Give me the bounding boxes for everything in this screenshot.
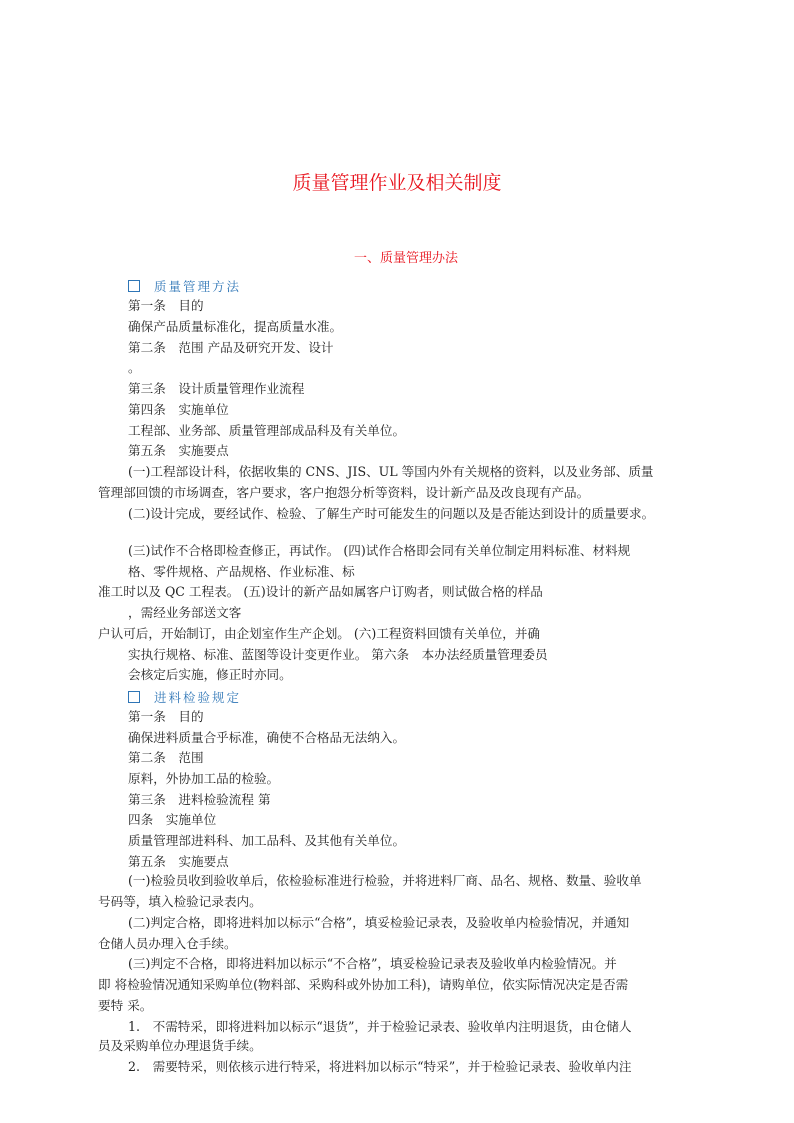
text-line: 第四条 实施单位	[128, 402, 229, 417]
text-line: 四条 实施单位	[128, 812, 217, 827]
text-line: 实执行规格、标准、蓝图等设计变更作业。 第六条 本办法经质量管理委员	[128, 647, 548, 662]
text-line: 确保进料质量合乎标准，确使不合格品无法纳入。	[128, 730, 406, 745]
text-line: 。	[128, 360, 141, 375]
text-line: 第二条 范围 产品及研究开发、设计	[128, 340, 334, 355]
text-line: 准工时以及 QC 工程表。 (五)设计的新产品如属客户订购者，则试做合格的样品	[98, 584, 543, 599]
text-line: 2. 需要特采，则依核示进行特采，将进料加以标示“特采”，并于检验记录表、验收单内注	[128, 1059, 632, 1074]
text-line: 号码等，填入检验记录表内。	[98, 894, 262, 909]
text-line: ，需经业务部送文客	[128, 605, 242, 620]
text-line: (一)检验员收到验收单后，依检验标准进行检验，并将进料厂商、品名、规格、数量、验收单	[128, 873, 642, 888]
text-line: 第一条 目的	[128, 709, 204, 724]
text-line: 工程部、业务部、质量管理部成品科及有关单位。	[128, 423, 406, 438]
text-line: 格、零件规格、产品规格、作业标准、标	[128, 564, 355, 579]
checkbox-icon	[128, 691, 140, 703]
text-line: 即 将检验情况通知采购单位(物料部、采购科或外协加工科)，请购单位，依实际情况决定是否需	[98, 977, 629, 992]
text-line: 第一条 目的	[128, 298, 204, 313]
subsection-label: 质量管理方法	[154, 279, 242, 294]
text-line: 员及采购单位办理退货手续。	[98, 1038, 262, 1053]
text-line: (二)设计完成，要经试作、检验、了解生产时可能发生的问题以及是否能达到设计的质量要求。	[128, 506, 655, 521]
text-line: 第五条 实施要点	[128, 854, 229, 869]
text-line: 第三条 进料检验流程 第	[128, 792, 271, 807]
document-title: 质量管理作业及相关制度	[292, 172, 502, 194]
section-heading: 一、质量管理办法	[353, 251, 458, 266]
text-line: 户认可后，开始制订，由企划室作生产企划。 (六)工程资料回馈有关单位，并确	[98, 626, 541, 641]
text-line: 会核定后实施，修正时亦同。	[128, 667, 292, 682]
subsection-heading-incoming-inspection	[128, 688, 241, 706]
text-line: 要特 采。	[98, 998, 153, 1013]
text-line: 确保产品质量标准化，提高质量水准。	[128, 319, 343, 334]
text-line: (三)试作不合格即检查修正，再试作。 (四)试作合格即会同有关单位制定用料标准、材料规	[128, 543, 631, 558]
text-line: 第三条 设计质量管理作业流程	[128, 381, 305, 396]
subsection-label: 进料检验规定	[154, 690, 242, 705]
text-line: 仓储人员办理入仓手续。	[98, 936, 237, 951]
text-line: 原料，外协加工品的检验。	[128, 771, 280, 786]
subsection-heading-quality-methods	[128, 277, 241, 295]
text-line: 第二条 范围	[128, 750, 204, 765]
text-line: (一)工程部设计科，依据收集的 CNS、JIS、UL 等国内外有关规格的资料，以及业务部、质量	[128, 464, 654, 479]
text-line: 质量管理部进料科、加工品科、及其他有关单位。	[128, 833, 406, 848]
text-line: 管理部回馈的市场调查，客户要求，客户抱怨分析等资料，设计新产品及改良现有产品。	[98, 485, 590, 500]
text-line: (二)判定合格，即将进料加以标示“合格”，填妥检验记录表，及验收单内检验情况，并通知	[128, 915, 630, 930]
checkbox-icon	[128, 280, 140, 292]
text-line: (三)判定不合格，即将进料加以标示“不合格”，填妥检验记录表及验收单内检验情况。并	[128, 956, 617, 971]
text-line: 第五条 实施要点	[128, 443, 229, 458]
text-line: 1. 不需特采，即将进料加以标示“退货”，并于检验记录表、验收单内注明退货，由仓储人	[128, 1019, 632, 1034]
